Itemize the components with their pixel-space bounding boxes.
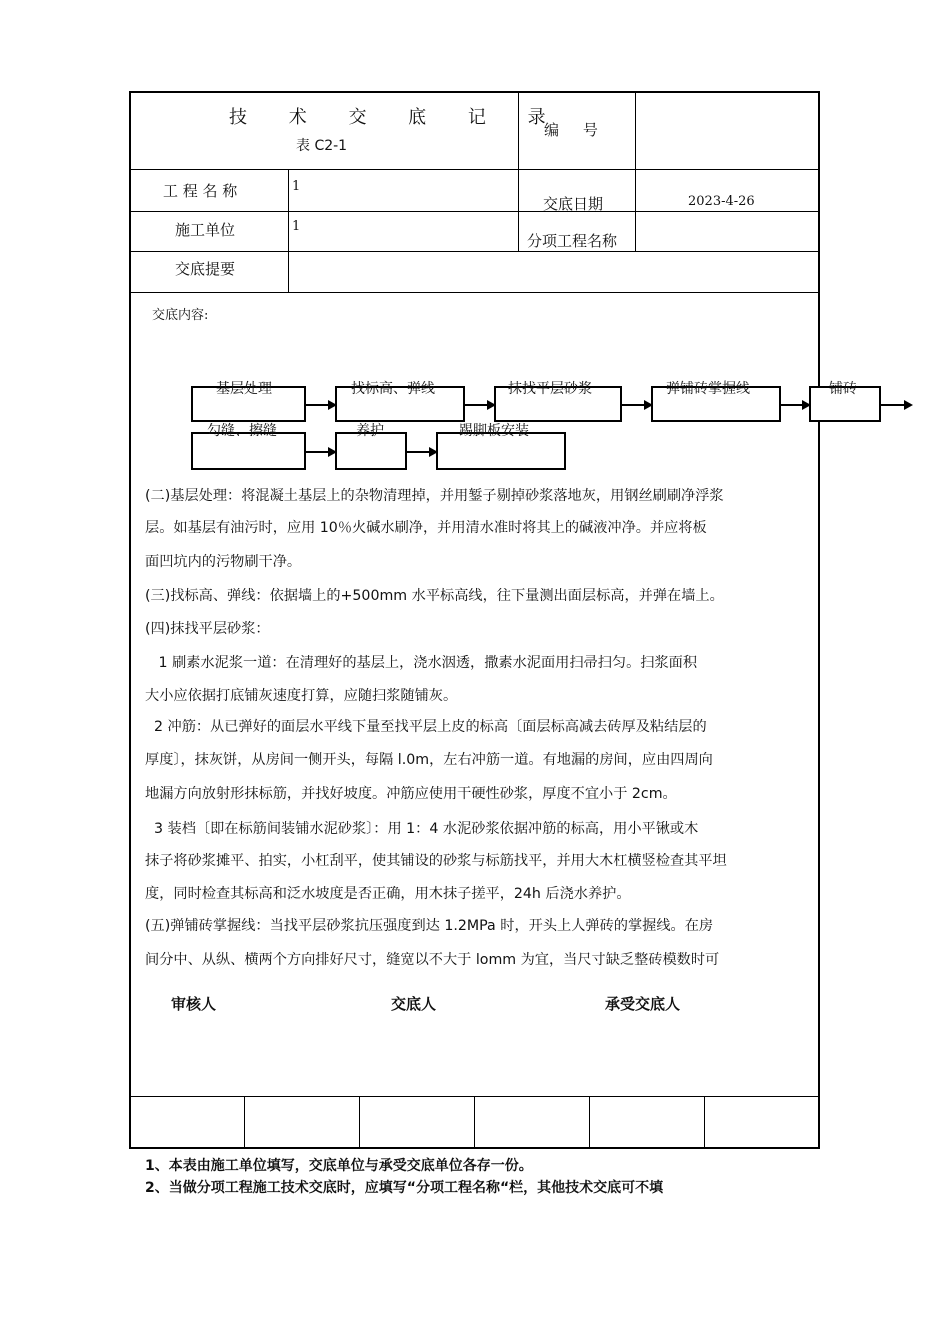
- content-line: 面凹坑内的污物刷干净。: [145, 554, 302, 570]
- grid-line: [288, 169, 289, 292]
- flow-label: 勾缝、擦缝: [207, 423, 277, 439]
- content-line: 地漏方向放射形抹标筋，并找好坡度。冲筋应使用干硬性砂浆，厚度不宜小于 2cm。: [145, 786, 677, 802]
- construction-unit-value[interactable]: 1: [292, 219, 301, 234]
- grid-line: [129, 292, 820, 293]
- form-title: 技 术 交 底 记 录: [229, 107, 564, 128]
- project-name-label: 工 程 名 称: [163, 182, 238, 200]
- flow-arrow-icon: [622, 404, 651, 406]
- grid-line: [474, 1096, 475, 1149]
- content-line: (四)抹找平层砂浆：: [145, 621, 270, 637]
- flow-label: 找标高、弹线: [351, 381, 435, 397]
- content-heading: 交底内容:: [152, 308, 209, 323]
- grid-line: [589, 1096, 590, 1149]
- content-line: 3 装档〔即在标筋间装铺水泥砂浆〕：用 1：4 水泥砂浆依据冲筋的标高，用小平锹或木: [145, 821, 699, 837]
- flow-arrow-icon: [306, 404, 335, 406]
- flow-label: 抹找平层砂浆: [508, 381, 592, 397]
- flow-label: 铺砖: [829, 381, 857, 397]
- flow-arrow-icon: [306, 451, 335, 453]
- grid-line: [704, 1096, 705, 1149]
- content-line: 间分中、从纵、横两个方向排好尺寸，缝宽以不大于 lomm 为宜，当尺寸缺乏整砖模数时可: [145, 952, 720, 968]
- content-line: 1 刷素水泥浆一道：在清理好的基层上，浇水洇透，撒素水泥面用扫帚扫匀。扫浆面积: [145, 655, 698, 671]
- date-value[interactable]: 2023-4-26: [688, 194, 755, 209]
- flow-label: 养护: [356, 423, 384, 439]
- content-line: 厚度〕，抹灰饼，从房间一侧开头，每隔 l.0m，左右冲筋一道。有地漏的房间，应由四周向: [145, 752, 713, 768]
- grid-line: [129, 169, 820, 170]
- content-line: 抹子将砂浆摊平、拍实，小杠刮平，使其铺设的砂浆与标筋找平，并用大木杠横竖检查其平坦: [145, 853, 727, 869]
- flow-arrow-icon: [881, 404, 911, 406]
- flow-arrow-icon: [407, 451, 436, 453]
- construction-unit-label: 施工单位: [175, 221, 236, 239]
- grid-line: [244, 1096, 245, 1149]
- flow-label: 基层处理: [216, 381, 272, 397]
- content-line: (三)找标高、弹线：依据墙上的+500mm 水平标高线，往下量测出面层标高，并弹在墙上。: [145, 588, 724, 604]
- flow-label: 踢脚板安装: [459, 423, 529, 439]
- grid-line: [635, 91, 636, 252]
- grid-line: [129, 211, 820, 212]
- footnote: 1、本表由施工单位填写，交底单位与承受交底单位各存一份。: [145, 1158, 533, 1174]
- form-code: 表 C2-1: [296, 138, 348, 154]
- date-label: 交底日期: [543, 195, 604, 213]
- content-line: 度，同时检查其标高和泛水坡度是否正确，用木抹子搓平，24h 后浇水养护。: [145, 886, 631, 902]
- subproject-label: 分项工程名称: [527, 232, 618, 250]
- discloser-label: 交底人: [391, 995, 437, 1013]
- reviewer-label: 审核人: [171, 995, 217, 1013]
- grid-line: [359, 1096, 360, 1149]
- flow-arrow-icon: [781, 404, 809, 406]
- content-line: 2 冲筋：从已弹好的面层水平线下量至找平层上皮的标高〔面层标高减去砖厚及粘结层的: [145, 719, 707, 735]
- grid-line: [129, 251, 820, 252]
- summary-label: 交底提要: [175, 260, 236, 278]
- number-value[interactable]: [645, 119, 810, 149]
- footnote: 2、当做分项工程施工技术交底时，应填写“分项工程名称“栏，其他技术交底可不填: [145, 1180, 664, 1196]
- flow-label: 弹铺砖掌握线: [666, 381, 750, 397]
- receiver-label: 承受交底人: [605, 995, 681, 1013]
- content-line: (五)弹铺砖掌握线：当找平层砂浆抗压强度到达 1.2MPa 时，开头上人弹砖的掌握线。在房: [145, 918, 714, 934]
- number-label: 编 号: [544, 121, 598, 139]
- project-name-value[interactable]: 1: [292, 179, 301, 194]
- flow-arrow-icon: [465, 404, 494, 406]
- content-line: 大小应依据打底铺灰速度打算，应随扫浆随铺灰。: [145, 688, 458, 704]
- content-line: (二)基层处理：将混凝土基层上的杂物清理掉，并用錾子剔掉砂浆落地灰，用钢丝刷刷净浮浆: [145, 488, 724, 504]
- content-line: 层。如基层有油污时，应用 10％火碱水刷净，并用清水准时将其上的碱液冲净。并应将板: [145, 520, 707, 536]
